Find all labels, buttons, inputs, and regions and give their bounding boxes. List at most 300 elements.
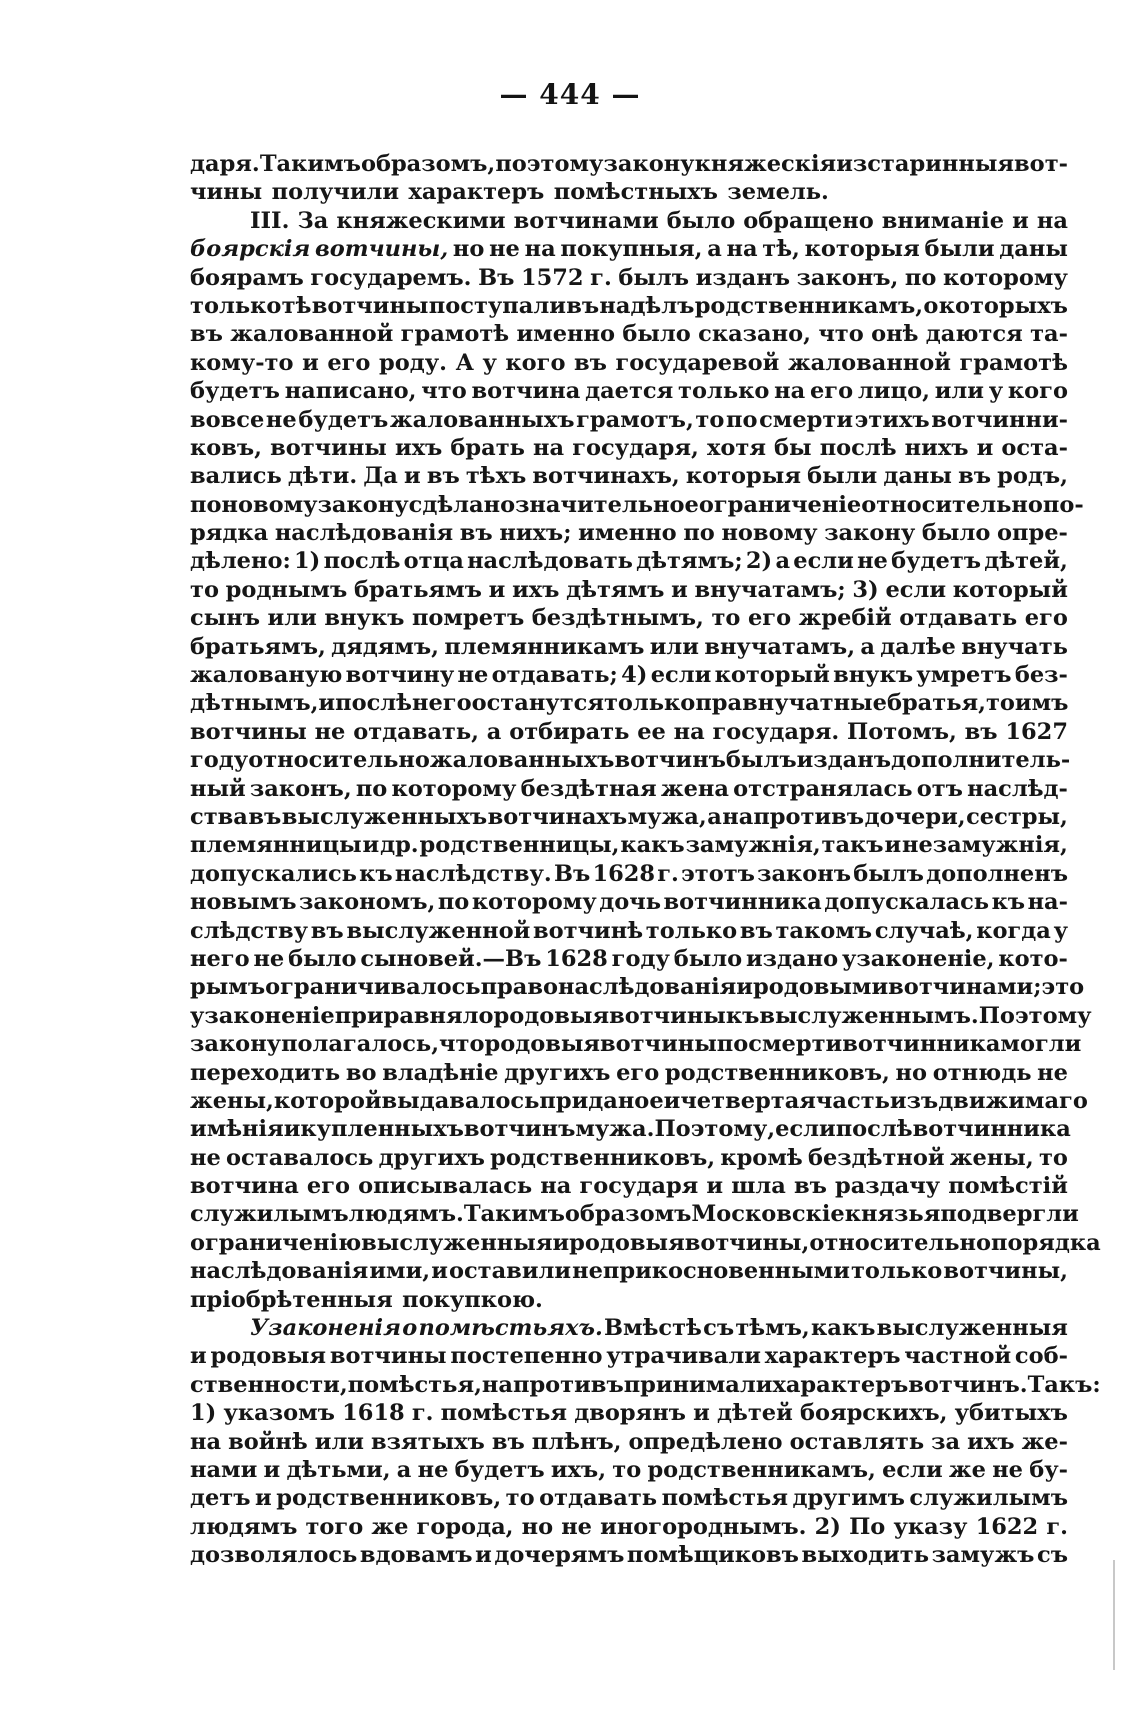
word: не xyxy=(1037,1059,1068,1086)
word: напротивъ xyxy=(481,1371,624,1398)
word: др. xyxy=(380,832,419,859)
word: по xyxy=(716,1031,749,1058)
word: внучатамъ, xyxy=(704,633,856,660)
word: смерти xyxy=(748,1031,843,1058)
word: и xyxy=(1012,207,1029,234)
word: обращено xyxy=(743,207,874,234)
word: вовсе xyxy=(190,406,265,433)
body-text xyxy=(190,150,1101,1570)
word: характеръ xyxy=(764,1343,901,1370)
word: тѣ, xyxy=(762,236,800,263)
word: ограничивалось xyxy=(265,974,481,1001)
word: служилымъ xyxy=(190,1201,349,1228)
word: не xyxy=(314,718,346,745)
text-line xyxy=(190,1342,1068,1370)
word: этому xyxy=(526,151,604,177)
word: боярамъ xyxy=(190,264,304,291)
word: и xyxy=(884,832,902,859)
word: то xyxy=(612,1456,642,1483)
word: если xyxy=(793,548,854,575)
word: послѣ xyxy=(323,548,401,575)
word: вотчина xyxy=(190,1173,299,1200)
word: наслѣдовать xyxy=(467,548,633,575)
word: оставлять xyxy=(789,1428,925,1455)
word: а xyxy=(775,548,791,575)
word: такомъ xyxy=(775,917,873,944)
word: дворянъ xyxy=(574,1400,686,1427)
word: государя xyxy=(579,1173,699,1200)
word: вотчины xyxy=(609,1002,726,1029)
word: послѣ xyxy=(335,690,412,717)
word: и xyxy=(431,1258,448,1285)
word: образомъ, xyxy=(360,151,496,177)
word: родовыя xyxy=(210,1343,327,1370)
word: дочь xyxy=(599,889,661,916)
word: наслѣд- xyxy=(967,775,1068,802)
word: вотчинъ. xyxy=(908,1371,1028,1398)
word: ихъ, xyxy=(550,1456,607,1483)
word: въ xyxy=(248,803,282,830)
word: закону xyxy=(603,151,695,177)
word: узаконеніе, xyxy=(841,945,995,972)
word: это xyxy=(1041,974,1085,1001)
word: служилымъ xyxy=(909,1485,1068,1512)
word: съ xyxy=(1037,1542,1068,1569)
word: жалованной xyxy=(787,349,951,376)
word: покупныя, xyxy=(560,236,703,263)
word: же- xyxy=(1021,1428,1068,1455)
word: на xyxy=(190,1428,222,1455)
word: не xyxy=(265,406,297,433)
word: издано xyxy=(745,945,839,972)
word: жалованной xyxy=(230,321,394,348)
word: города, xyxy=(416,1513,514,1540)
word: другихъ xyxy=(504,1059,611,1086)
word: тѣмъ, xyxy=(735,1315,810,1342)
word: вотчины xyxy=(270,434,387,461)
word: плѣнъ, xyxy=(531,1428,622,1455)
word: въ xyxy=(426,463,460,490)
word: былъ xyxy=(725,747,797,774)
word: о xyxy=(923,292,939,319)
word: княжескими xyxy=(336,207,506,234)
word: вотчины, xyxy=(315,236,449,263)
word: которому xyxy=(391,775,517,802)
word: такъ xyxy=(821,832,884,859)
word: жена xyxy=(660,775,729,802)
text-line xyxy=(190,1541,1068,1569)
word: тѣ xyxy=(281,292,312,319)
word: Да xyxy=(363,463,398,490)
word: что xyxy=(818,321,864,348)
word: къ xyxy=(991,889,1026,916)
word: которому xyxy=(942,264,1068,291)
word: по xyxy=(355,775,388,802)
word: и xyxy=(736,974,753,1001)
word: то xyxy=(985,690,1015,717)
word: напротивъ xyxy=(722,803,865,830)
word: но xyxy=(521,1513,554,1540)
word: движимаго xyxy=(938,1087,1088,1114)
word: не xyxy=(417,1456,449,1483)
word: детъ xyxy=(190,1485,251,1512)
word: ковъ, xyxy=(190,434,262,461)
word: не xyxy=(489,236,520,263)
word: которыхъ xyxy=(938,292,1068,319)
word: образомъ xyxy=(564,1201,692,1228)
word: въ xyxy=(958,463,991,490)
text-line xyxy=(190,462,1068,490)
word: земель. xyxy=(727,179,829,206)
word: былъ xyxy=(618,264,690,291)
word: который xyxy=(952,576,1068,603)
word: ихъ xyxy=(512,576,560,603)
word: князья xyxy=(844,1201,941,1228)
word: По xyxy=(849,1513,886,1540)
word: бу- xyxy=(1029,1456,1068,1483)
word: выдавалось xyxy=(381,1087,540,1114)
text-line xyxy=(190,945,1068,973)
text-line xyxy=(190,292,1068,320)
word: кого xyxy=(505,349,566,376)
word: указу xyxy=(893,1513,968,1540)
text-line xyxy=(190,264,1068,292)
text-line xyxy=(190,633,1068,661)
word: когда xyxy=(976,917,1051,944)
word: изданъ xyxy=(796,747,891,774)
word: неприкосновенными xyxy=(572,1258,850,1285)
word: и xyxy=(318,690,336,717)
word: не xyxy=(992,1456,1023,1483)
word: который xyxy=(714,662,830,689)
text-line xyxy=(190,320,1068,348)
word: дѣтьми, xyxy=(286,1456,391,1483)
word: было xyxy=(673,945,743,972)
word: дополненъ xyxy=(926,860,1068,887)
word: законъ, xyxy=(796,264,899,291)
word: новымъ xyxy=(190,889,297,916)
word: вались xyxy=(190,463,282,490)
word: же xyxy=(371,1513,409,1540)
word: переходить xyxy=(190,1059,341,1086)
word: кого xyxy=(1007,378,1068,405)
word: году xyxy=(611,945,670,972)
word: его xyxy=(327,349,371,376)
word: въ xyxy=(491,1428,525,1455)
word: закону xyxy=(190,1031,282,1058)
word: государемъ. xyxy=(310,264,472,291)
word: его xyxy=(747,605,792,632)
word: къ xyxy=(359,860,393,887)
word: въ xyxy=(574,349,607,376)
word: было xyxy=(622,321,691,348)
word: приданое xyxy=(539,1087,664,1114)
word: 1628 xyxy=(592,860,656,887)
word: порядка xyxy=(991,1229,1101,1256)
word: на xyxy=(1036,207,1068,234)
word: его xyxy=(306,1173,351,1200)
text-line xyxy=(190,1229,1101,1257)
word: кото- xyxy=(998,945,1068,972)
word: сказано, xyxy=(698,321,811,348)
text-line xyxy=(190,434,1068,462)
word: мужа, xyxy=(627,803,707,830)
text-line xyxy=(190,1484,1068,1512)
word: какъ xyxy=(811,1315,876,1342)
word: указомъ xyxy=(223,1400,335,1427)
word: владѣніе xyxy=(382,1059,499,1086)
word: родовыя xyxy=(493,1002,610,1029)
word: же xyxy=(948,1456,986,1483)
text-line xyxy=(190,491,1084,519)
word: вотчины xyxy=(329,1343,447,1370)
word: его xyxy=(809,378,854,405)
word: въ xyxy=(739,917,773,944)
text-line xyxy=(190,888,1068,916)
word: относительно xyxy=(248,747,430,774)
word: внучатамъ; xyxy=(694,576,846,603)
word: та- xyxy=(1030,321,1068,348)
word: тѣхъ xyxy=(465,463,527,490)
word: 1572 xyxy=(520,264,584,291)
word: будетъ xyxy=(891,548,982,575)
word: дѣтнымъ, xyxy=(190,690,319,717)
word: опре- xyxy=(997,520,1068,547)
word: родственниковъ, xyxy=(276,1485,502,1512)
text-line xyxy=(190,604,1068,632)
word: покупкою. xyxy=(402,1286,543,1313)
word: замужнія, xyxy=(685,832,821,859)
word: относительно xyxy=(809,1229,992,1256)
word: которой xyxy=(273,1087,382,1114)
word: оста- xyxy=(1001,434,1068,461)
word: Московскіе xyxy=(691,1201,845,1228)
word: въ xyxy=(190,321,223,348)
word: выслуженныя xyxy=(361,1229,553,1256)
word: или xyxy=(649,633,699,660)
word: вотчину xyxy=(345,662,455,689)
word: на xyxy=(673,718,705,745)
word: на xyxy=(774,378,806,405)
word: другихъ xyxy=(378,1144,485,1171)
word: а xyxy=(860,633,875,660)
word: выходить xyxy=(801,1542,930,1569)
word: на xyxy=(726,236,758,263)
word: За xyxy=(297,207,329,234)
word: вниманіе xyxy=(881,207,1005,234)
word: Поэтому, xyxy=(654,1116,776,1143)
word: могли xyxy=(1000,1031,1082,1058)
text-line xyxy=(190,1087,1088,1115)
word: въ xyxy=(964,718,998,745)
word: и xyxy=(255,1485,272,1512)
word: отстранялась xyxy=(733,775,913,802)
word: послѣ xyxy=(819,434,897,461)
word: допускалась xyxy=(824,889,990,916)
word: и xyxy=(663,1087,681,1114)
word: жребій xyxy=(798,605,892,632)
word: купленныхъ xyxy=(300,1116,464,1143)
text-line xyxy=(190,519,1068,547)
word: него xyxy=(190,945,250,972)
word: а xyxy=(707,803,722,830)
word: были xyxy=(924,236,995,263)
word: отца xyxy=(403,548,464,575)
word: роду. xyxy=(379,349,447,376)
word: ограниченіе xyxy=(698,491,862,518)
word: жалованую xyxy=(190,662,343,689)
word: во xyxy=(345,1059,377,1086)
text-line xyxy=(190,1115,1071,1143)
word: новому xyxy=(221,491,318,518)
word: г. xyxy=(590,264,612,291)
word: вотчинъ xyxy=(614,747,726,774)
word: а xyxy=(396,1456,412,1483)
word: ими, xyxy=(369,1258,431,1285)
word: кому-то xyxy=(190,349,294,376)
word: Узаконенія xyxy=(250,1315,402,1342)
word: изстаринныя xyxy=(836,151,1014,177)
word: и xyxy=(976,434,994,461)
word: то xyxy=(711,605,741,632)
text-line xyxy=(190,803,1068,831)
word: то xyxy=(1038,1144,1068,1171)
word: останутся xyxy=(471,690,604,717)
word: помѣстья xyxy=(661,1485,788,1512)
word: что xyxy=(421,378,467,405)
word: именно xyxy=(516,321,615,348)
word: людямъ xyxy=(190,1513,298,1540)
word: братьямъ, xyxy=(190,633,326,660)
word: рядка xyxy=(190,520,269,547)
word: только xyxy=(850,1258,943,1285)
text-line xyxy=(190,689,1068,717)
word: случаѣ, xyxy=(874,917,974,944)
word: нихъ; xyxy=(499,520,572,547)
word: даря. xyxy=(190,151,260,177)
word: бездѣтнымъ, xyxy=(531,605,704,632)
text-line xyxy=(190,1286,1068,1314)
word: или xyxy=(267,605,317,632)
word: году xyxy=(190,747,249,774)
word: полагалось, xyxy=(281,1031,440,1058)
word: а xyxy=(707,236,722,263)
word: Потомъ, xyxy=(847,718,957,745)
word: которыя xyxy=(685,463,801,490)
text-line xyxy=(190,406,1068,434)
word: этому xyxy=(1014,1002,1092,1029)
word: г. xyxy=(1046,1513,1068,1540)
page-number: — 444 — xyxy=(499,78,641,111)
word: будетъ xyxy=(298,406,389,433)
word: вдовамъ xyxy=(359,1542,473,1569)
word: дочери, xyxy=(864,803,966,830)
word: оставили xyxy=(448,1258,572,1285)
word: родственницы, xyxy=(419,832,620,859)
word: подвергли xyxy=(940,1201,1079,1228)
word: замужъ xyxy=(931,1542,1035,1569)
text-line xyxy=(190,1428,1068,1456)
word: г. xyxy=(657,860,679,887)
word: съ xyxy=(703,1315,735,1342)
word: закону xyxy=(317,491,409,518)
word: войнѣ xyxy=(228,1428,308,1455)
word: ственности, xyxy=(190,1371,348,1398)
word: у xyxy=(1053,917,1068,944)
word: за xyxy=(931,1428,961,1455)
text-line xyxy=(190,1399,1068,1427)
text-line xyxy=(190,349,1068,377)
word: рымъ xyxy=(190,974,266,1001)
word: по xyxy=(190,491,222,518)
word: 1622 xyxy=(975,1513,1039,1540)
text-line xyxy=(190,860,1068,888)
word: его xyxy=(1024,605,1068,632)
word: людямъ. xyxy=(348,1201,464,1228)
word: ства xyxy=(190,803,248,830)
word: родовыми xyxy=(753,974,889,1001)
text-line xyxy=(190,661,1068,689)
text-line xyxy=(190,1456,1068,1484)
word: ихъ xyxy=(394,434,443,461)
word: и xyxy=(190,1343,207,1370)
word: ный xyxy=(190,775,246,802)
word: и xyxy=(671,576,688,603)
text-line xyxy=(190,1002,1092,1030)
word: внучать xyxy=(961,633,1068,660)
word: и xyxy=(488,576,506,603)
word: боярскихъ, xyxy=(799,1400,948,1427)
word: на xyxy=(524,236,556,263)
text-line xyxy=(190,150,1068,178)
word: узаконеніе xyxy=(190,1002,335,1029)
word: надѣлъ xyxy=(599,292,695,319)
word: даны xyxy=(999,236,1068,263)
word: допускались xyxy=(190,860,357,887)
word: 2) xyxy=(745,548,773,575)
word: раздачу xyxy=(834,1173,941,1200)
word: родственникамъ, xyxy=(647,1456,876,1483)
text-line xyxy=(190,1144,1068,1172)
text-line xyxy=(190,1059,1068,1087)
word: помѣстій xyxy=(948,1173,1068,1200)
word: шла xyxy=(731,1173,786,1200)
word: если xyxy=(775,1116,836,1143)
word: вотчинни- xyxy=(931,406,1068,433)
text-line xyxy=(190,1030,1082,1058)
word: мужа. xyxy=(575,1116,655,1143)
word: дается xyxy=(585,378,674,405)
word: опредѣлено xyxy=(628,1428,783,1455)
word: въ xyxy=(459,520,493,547)
word: или xyxy=(314,1428,364,1455)
word: закону xyxy=(824,520,916,547)
word: дочерямъ xyxy=(494,1542,625,1569)
word: другимъ xyxy=(792,1485,905,1512)
word: сынъ xyxy=(190,605,260,632)
word: даются xyxy=(925,321,1023,348)
word: княжескія xyxy=(694,151,837,177)
word: по- xyxy=(1042,491,1084,518)
word: и xyxy=(362,832,380,859)
word: родственникамъ, xyxy=(694,292,924,319)
word: вотчины, xyxy=(943,1258,1068,1285)
word: и xyxy=(706,1173,724,1200)
word: получили xyxy=(271,179,400,206)
word: выслуженныя xyxy=(876,1315,1068,1342)
word: у xyxy=(988,378,1004,405)
word: даны xyxy=(883,463,952,490)
